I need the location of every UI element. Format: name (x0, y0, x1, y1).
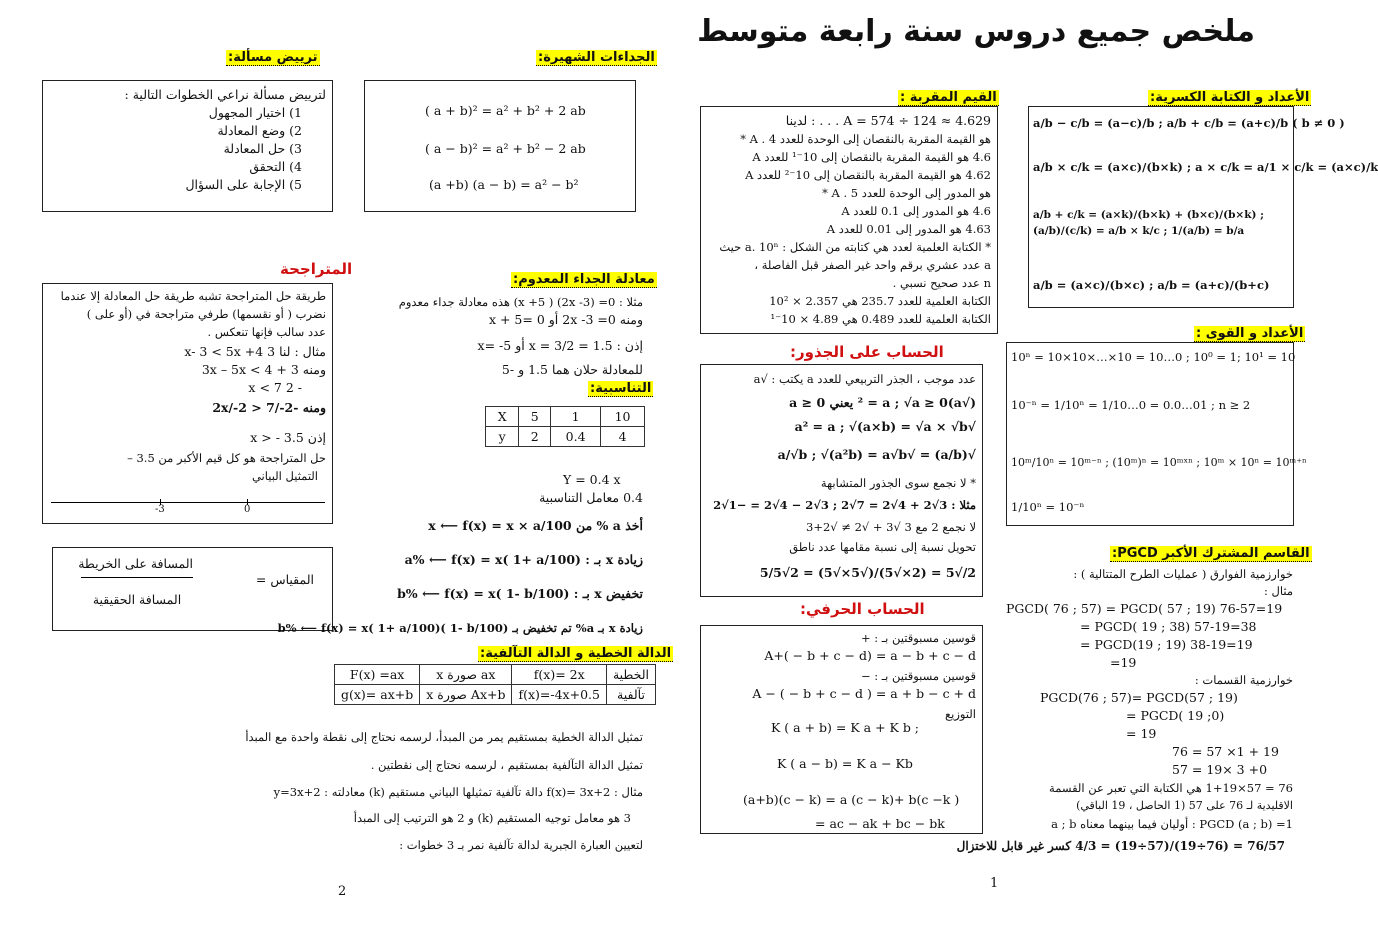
table-cell: x صورة ax (420, 665, 512, 685)
rounding-box (700, 106, 998, 334)
pgcd-line: = 19 (1126, 726, 1157, 741)
inequalities-box (42, 283, 333, 524)
rounding-line: A = 574 ÷ 124 ≈ 4.629 . . . : لدينا (785, 113, 991, 128)
main-title: ملخص جميع دروس سنة رابعة متوسط (697, 14, 1255, 49)
pgcd-line: PGCD(76 ; 57)= PGCD(57 ; 19) (1040, 690, 1238, 705)
rounding-line: 4.63 هو المدور إلى 0.01 للعدد A (826, 222, 991, 236)
page-number-right: 1 (990, 876, 999, 891)
inequality-line: - 2 x < 7 (248, 380, 302, 395)
problem-intro: لترييض مسألة نراعي الخطوات التالية : (124, 87, 326, 102)
linear-line: تمثيل الدالة التآلفية بمستقيم ، لرسمه نحتاج إلى نقطتين . (370, 758, 643, 772)
identity-line: ( a + b)² = a² + b² + 2 ab (425, 103, 586, 118)
rounding-line: 4.6 هو القيمة المقربة بالنقصان إلى 10⁻¹ للعدد A (752, 150, 991, 164)
inequality-line: حل المتراجحة هو كل قيم الأكبر من 3.5 – (127, 451, 326, 465)
rounding-line: الكتابة العلمية للعدد 235.7 هي 2.357 × 10² (769, 294, 991, 308)
inequality-line: طريقة حل المتراجحة تشبه طريقة حل المعادلة إلا عندما (60, 289, 326, 303)
pgcd-line: = PGCD( 19 ; 38) 57-19=38 (1080, 619, 1257, 634)
pgcd-line: مثال : (1263, 584, 1293, 598)
linear-title: الدالة الخطية و الدالة التآلفية: (480, 646, 672, 661)
table-row (486, 407, 645, 427)
identity-line: ( a − b)² = a² + b² − 2 ab (425, 141, 586, 156)
fraction-rule-2: a/b × c/k = (a×c)/(b×k) ; a × c/k = a/1 × c/k = (a×c)/k (1033, 160, 1378, 174)
roots-line: √a² = a ; √(a×b) = √a × √b (794, 419, 976, 434)
roots-line: لا نجمع 2 مع 3 √3 + √2 ≠ √2+3 (805, 520, 976, 534)
table-cell: الخطية (606, 665, 655, 685)
powers-line: 10ⁿ = 10×10×…×10 = 10…0 ; 10⁰ = 1; 10¹ = 10 (1011, 350, 1296, 364)
table-cell: F(x) =ax (335, 665, 420, 685)
proportionality-table (485, 406, 645, 447)
literal-line: = ac − ak + bc − bk (815, 816, 945, 831)
zero-product-line: مثلا : 0= (2x -3) ( x +5) هذه معادلة جداء معدوم (398, 295, 643, 309)
fraction-rule-4: a/b = (a×c)/(b×c) ; a/b = (a+c)/(b+c) (1033, 278, 1270, 292)
literal-line: K ( a + b) = K a + K b ; (771, 720, 920, 735)
literal-line: A − ( − b + c − d ) = a + b − c + d (752, 686, 976, 701)
linear-line: 3 هو معامل توجيه المستقيم (k) و 2 هو الترتيب إلى المبدأ (353, 811, 631, 825)
zero-product-line: للمعادلة حلان هما 1.5 و -5 (501, 362, 643, 377)
inequality-line: عدد سالب فإنها تنعكس . (207, 325, 326, 339)
zero-product-title: معادلة الجداء المعدوم: (513, 272, 655, 287)
pgcd-line: =19 (1110, 655, 1137, 670)
zero-product-line: إذن : 1.5 = x = 3/2 أو x= -5 (477, 338, 643, 353)
powers-line: 10⁻ⁿ = 1/10ⁿ = 1/10…0 = 0.0…01 ; n ≥ 2 (1011, 398, 1251, 412)
literal-line: K ( a − b) = K a − Kb (777, 756, 913, 771)
inequality-line: التمثيل البياني (251, 469, 318, 483)
roots-line: * لا نجمع سوى الجذور المتشابهة (820, 476, 976, 490)
roots-title: الحساب على الجذور: (790, 343, 944, 361)
problem-step: 5) الإجابة على السؤال (185, 177, 302, 192)
pgcd-line: = PGCD( 19 ;0) (1126, 708, 1225, 723)
proportionality-line: تخفيض x بـ : b% ⟵ f(x) = x( 1- b/100) (397, 586, 643, 601)
table-cell: تآلفية (606, 685, 655, 705)
powers-box (1006, 342, 1307, 526)
proportionality-line: زيادة x بـ : a% ⟵ f(x) = x( 1+ a/100) (404, 552, 643, 567)
fractions-box (1028, 106, 1378, 308)
inequality-line: مثال : لنا 3 x- 3 < 5x +4 (184, 344, 326, 359)
powers-line: 10ᵐ/10ⁿ = 10ᵐ⁻ⁿ ; (10ᵐ)ⁿ = 10ᵐˣⁿ ; 10ᵐ × 10ⁿ = 10ᵐ⁺ⁿ (1011, 456, 1307, 469)
table-cell: x صورة Ax+b (420, 685, 512, 705)
pgcd-line: 76 = 57×1+19 هي الكتابة التي تعبر عن القسمة (1049, 781, 1293, 795)
pgcd-line: = PGCD(19 ; 19) 38-19=19 (1080, 637, 1253, 652)
fraction-rule-1: a/b − c/b = (a−c)/b ; a/b + c/b = (a+c)/b ( b ≠ 0 ) (1033, 116, 1345, 130)
table-cell: 0.4 (551, 427, 601, 447)
pgcd-line: PGCD( 76 ; 57) = PGCD( 57 ; 19) 76-57=19 (1006, 601, 1283, 616)
identities-title: الجداءات الشهيرة: (538, 50, 655, 65)
rounding-title: القيم المقربة : (900, 90, 997, 105)
table-cell: g(x)= ax+b (335, 685, 420, 705)
rounding-line: a عدد عشري برقم واحد غير الصفر قبل الفاصلة ، (754, 258, 991, 272)
rounding-line: * الكتابة العلمية لعدد هي كتابته من الشكل : a. 10ⁿ حيث (719, 240, 991, 254)
rounding-line: هو القيمة المقربة بالنقصان إلى الوحدة للعدد A . 4 * (740, 132, 991, 146)
problem-title: ترييض مسألة: (228, 50, 318, 65)
table-cell: 5 (519, 407, 551, 427)
rounding-line: n عدد صحيح نسبي . (892, 276, 991, 290)
page-number-left: 2 (338, 884, 347, 899)
proportionality-line: 0.4 معامل التناسبية (539, 490, 643, 505)
proportionality-line: أخذ a % من x ⟵ f(x) = x × a/100 (428, 518, 643, 533)
number-line (51, 502, 325, 503)
problem-box (42, 80, 333, 212)
literal-box (700, 625, 983, 834)
table-row (486, 427, 645, 447)
roots-line: 2/√5 = (2×√5)/(√5×√5) = 2√5/5 (759, 565, 976, 580)
pgcd-line: الاقليدية لـ 76 على 57 (1 الحاصل ، 19 الباقي) (1076, 799, 1293, 812)
inequality-line: ومنه 3x – 5x < 4 + 3 (201, 362, 326, 377)
roots-line: (√a)² = a ; √a ≥ 0 يعني a ≥ 0 (789, 395, 976, 410)
pgcd-title: القاسم المشترك الأكبر PGCD: (1112, 546, 1310, 561)
table-cell: f(x)=-4x+0.5 (512, 685, 606, 705)
inequality-line: إذن x > - 3.5 (250, 430, 326, 445)
rounding-line: 4.62 هو القيمة المقربة بالنقصان إلى 10⁻² للعدد A (745, 168, 991, 182)
problem-step: 1) اختيار المجهول (208, 105, 302, 120)
literal-line: قوسين مسبوقتين بـ : − (860, 669, 976, 683)
pgcd-line: 76 = 57 ×1 + 19 (1172, 744, 1279, 759)
identity-line: (a +b) (a − b) = a² − b² (429, 177, 579, 192)
literal-line: A+( − b + c − d) = a − b + c − d (764, 648, 976, 663)
table-cell: X (486, 407, 519, 427)
literal-line: التوزيع (945, 707, 976, 721)
roots-box (700, 364, 983, 597)
pgcd-line: 57 = 19× 3 +0 (1172, 762, 1268, 777)
linear-line: تمثيل الدالة الخطية بمستقيم يمر من المبدأ، لرسمه نحتاج إلى نقطة واحدة مع المبدأ (245, 730, 643, 744)
inequality-line: نضرب ( أو نقسمها) طرفي متراجحة في (أو على ) (86, 307, 326, 321)
roots-line: مثلا : 3√2 + 4√2 = 7√2 ; 3√2 − 4√2 = −1√2 (713, 498, 976, 512)
pgcd-line: خوارزمية القسمات : (1194, 673, 1293, 687)
scale-fraction-bar (81, 577, 193, 578)
roots-line: عدد موجب ، الجذر التربيعي للعدد a يكتب : √a (753, 372, 976, 386)
powers-line: 1/10ⁿ = 10⁻ⁿ (1011, 500, 1085, 514)
rounding-line: 4.6 هو المدور إلى 0.1 للعدد A (841, 204, 991, 218)
pgcd-line: 76/57 = (76÷19)/(57÷19) = 4/3 كسر غير قابل للاختزال (956, 839, 1285, 853)
literal-line: (a+b)(c − k) = a (c − k)+ b(c −k ) (743, 792, 960, 807)
pgcd-line: خوارزمية الفوارق ( عمليات الطرح المتتالية ) : (1073, 567, 1293, 581)
roots-line: √(a/b) = √a/√b ; √(a²b) = a√b (777, 447, 976, 462)
table-cell: 4 (601, 427, 645, 447)
fraction-rule-3: a/b + c/k = (a×k)/(b×k) + (b×c)/(b×k) ; (a/b)/(c/k) = a/b × k/c ; 1/(a/b) = b/a (1033, 209, 1264, 237)
table-cell: f(x)= 2x (512, 665, 606, 685)
number-line-label: -3 (155, 504, 165, 515)
fractions-title: الأعداد و الكتابة الكسرية: (1150, 90, 1310, 105)
problem-step: 4) التحقق (249, 159, 302, 174)
scale-denominator: المسافة الحقيقية (92, 592, 182, 607)
zero-product-line: ومنه 0= 2x -3 أو x + 5= 0 (488, 312, 643, 327)
proportionality-line: Y = 0.4 x (563, 472, 621, 487)
linear-line: لتعيين العبارة الجبرية لدالة تآلفية نمر بـ 3 خطوات : (399, 838, 643, 852)
scale-label: المقياس = (255, 572, 314, 587)
literal-title: الحساب الحرفي: (800, 600, 925, 618)
powers-title: الأعداد و القوى : (1196, 326, 1304, 341)
pgcd-line: PGCD (a ; b) =1 : أوليان فيما بينهما معناه a ; b (1051, 817, 1293, 831)
rounding-line: هو المدور إلى الوحدة للعدد A . 5 * (822, 186, 991, 200)
table-cell: 2 (519, 427, 551, 447)
literal-line: قوسين مسبوقتين بـ : + (860, 631, 976, 645)
number-line-label: 0 (244, 504, 251, 515)
problem-step: 3) حل المعادلة (223, 141, 302, 156)
table-row (335, 665, 656, 685)
table-cell: 10 (601, 407, 645, 427)
linear-line: مثال : f(x)= 3x+2 دالة تآلفية تمثيلها البياني مستقيم (k) معادلته : y=3x+2 (273, 785, 643, 799)
table-row (335, 685, 656, 705)
inequality-line: ومنه -2x/-2 > 7/-2 (212, 400, 326, 415)
identities-box (364, 80, 636, 212)
proportionality-line: زيادة x بـ a% تم تخفيض بـ b% ⟵ f(x) = x( 1+ a/100)( 1- b/100) (277, 621, 643, 635)
roots-line: تحويل نسبة إلى نسبة مقامها عدد ناطق (789, 540, 976, 554)
table-cell: 1 (551, 407, 601, 427)
problem-step: 2) وضع المعادلة (217, 123, 302, 138)
inequalities-title: المتراجحة (280, 260, 353, 278)
proportionality-title: التناسبية: (590, 381, 652, 396)
linear-table (334, 664, 656, 705)
scale-box (52, 547, 333, 631)
table-cell: y (486, 427, 519, 447)
scale-numerator: المسافة على الخريطة (78, 556, 193, 571)
rounding-line: الكتابة العلمية للعدد 0.489 هي 4.89 × 10⁻¹ (770, 312, 991, 326)
